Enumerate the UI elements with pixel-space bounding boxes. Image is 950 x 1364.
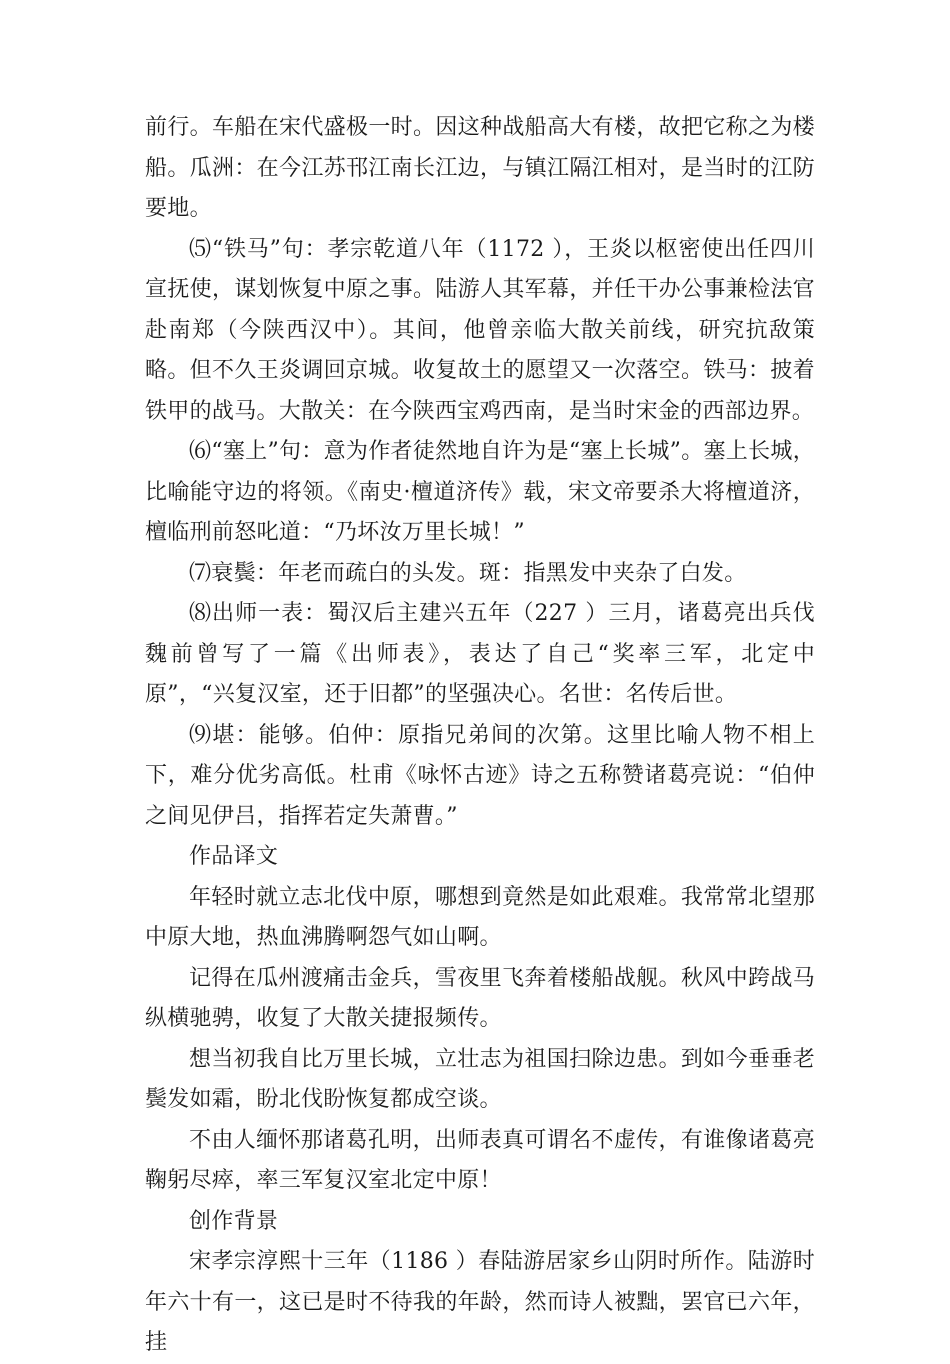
section-heading-translation: 作品译文 (189, 844, 279, 869)
note-5: ⑸“铁马”句：孝宗乾道八年（1172 ），王炎以枢密使出任四川宣抚使，谋划恢复中原之事。陆游人其军幕，并任干办公事兼检法官赴南郑（今陕西汉中）。其间，他曾亲临大散关前线，研究抗敌策略。但不久王炎调回京城。收复故土的愿望又一次落空。铁马：披着铁甲的战马。大散关：在今陕西宝鸡西南，是当时宋金的西部边界。 (145, 236, 815, 424)
note-7: ⑺衰鬓：年老而疏白的头发。斑：指黑发中夹杂了白发。 (189, 560, 747, 586)
translation-paragraph: 记得在瓜州渡痛击金兵，雪夜里飞奔着楼船战舰。秋风中跨战马纵横驰骋，收复了大散关捷报频传。 (145, 965, 815, 1031)
note-9: ⑼堪：能够。伯仲：原指兄弟间的次第。这里比喻人物不相上下，难分优劣高低。杜甫《咏怀古迹》诗之五称赞诸葛亮说：“伯仲之间见伊吕，指挥若定失萧曹。” (145, 722, 815, 829)
translation-paragraph: 年轻时就立志北伐中原，哪想到竟然是如此艰难。我常常北望那中原大地，热血沸腾啊怨气如山啊。 (145, 884, 815, 950)
background-paragraph: 宋孝宗淳熙十三年（1186 ）春陆游居家乡山阴时所作。陆游时年六十有一，这已是时不待我的年龄，然而诗人被黜，罢官已六年，挂 (145, 1249, 815, 1355)
note-6: ⑹“塞上”句：意为作者徒然地自许为是“塞上长城”。塞上长城，比喻能守边的将领。《南史·檀道济传》载，宋文帝要杀大将檀道济，檀临刑前怒叱道：“乃坏汝万里长城！” (145, 439, 815, 545)
paragraph-continuation: 前行。车船在宋代盛极一时。因这种战船高大有楼，故把它称之为楼船。瓜洲：在今江苏邗江南长江边，与镇江隔江相对，是当时的江防要地。 (145, 115, 815, 221)
translation-paragraph: 想当初我自比万里长城，立壮志为祖国扫除边患。到如今垂垂老鬓发如霜，盼北伐盼恢复都成空谈。 (145, 1046, 815, 1112)
section-heading-background: 创作背景 (189, 1208, 279, 1234)
document-body (145, 108, 815, 1364)
translation-paragraph: 不由人缅怀那诸葛孔明，出师表真可谓名不虚传，有谁像诸葛亮鞠躬尽瘁，率三军复汉室北定中原！ (145, 1127, 815, 1193)
note-8: ⑻出师一表：蜀汉后主建兴五年（227 ）三月，诸葛亮出兵伐魏前曾写了一篇《出师表》，表达了自己“奖率三军，北定中原”，“兴复汉室，还于旧都”的坚强决心。名世：名传后世。 (145, 601, 815, 707)
